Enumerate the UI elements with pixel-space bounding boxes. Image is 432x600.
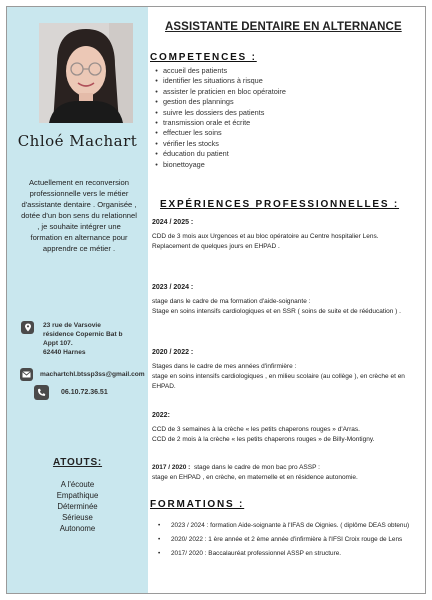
experience-year: 2020 / 2022 :: [152, 349, 194, 356]
experience-year: 2024 / 2025 :: [152, 219, 194, 226]
competence-item: • transmission orale et écrite: [152, 118, 286, 128]
atout-item: Déterminée: [57, 502, 98, 511]
email-address[interactable]: machartchl.btssp3ss@gmail.com: [40, 371, 145, 378]
competence-item: • gestion des plannings: [152, 97, 286, 107]
sidebar: [7, 7, 148, 593]
atout-item: Sérieuse: [62, 513, 93, 522]
competences-heading: COMPETENCES :: [150, 52, 257, 63]
experience-block: [152, 218, 420, 252]
formation-item: • 2017/ 2020 : Baccalauréat professionnel ASSP en structure.: [158, 549, 418, 558]
atouts-heading: ATOUTS:: [52, 457, 103, 468]
experience-line: stage en soins intensifs cardiologiques , en milieu scolaire (au collège ), en crèche et en EHPAD.: [152, 373, 405, 390]
experience-block: [152, 283, 420, 317]
formations-heading: FORMATIONS :: [150, 499, 245, 510]
experiences-heading: EXPÉRIENCES PROFESSIONNELLES :: [160, 199, 400, 210]
email-icon: [20, 368, 33, 381]
atout-item: Empathique: [56, 491, 99, 500]
formations-list: [158, 521, 418, 563]
address-line: résidence Copernic Bat b: [43, 331, 123, 338]
address-line: 23 rue de Varsovie: [43, 322, 101, 329]
experience-line: CCD de 2 mois à la crèche « les petits chaperons rouges » de Billy-Montigny.: [152, 436, 375, 443]
competence-item: • bionettoyage: [152, 160, 286, 170]
experience-line: Stage en soins intensifs cardiologiques et en SSR ( soins de suite et de rééducation ) .: [152, 308, 401, 315]
competence-item: • accueil des patients: [152, 66, 286, 76]
experience-line: stage en EHPAD , en crèche, en maternelle et en résidence autonomie.: [152, 474, 358, 481]
main-content: [148, 7, 425, 593]
experience-line: [152, 463, 420, 473]
competence-item: • effectuer les soins: [152, 128, 286, 138]
job-title: ASSISTANTE DENTAIRE EN ALTERNANCE: [165, 21, 402, 33]
experience-year: 2022:: [152, 412, 170, 419]
experience-line: Stages dans le cadre de mes années d'infirmière :: [152, 363, 297, 370]
address-line: 62440 Harnes: [43, 349, 86, 356]
competence-item: • éducation du patient: [152, 149, 286, 159]
address-row: [21, 321, 123, 357]
location-pin-icon: [21, 321, 34, 334]
competence-item: • identifier les situations à risque: [152, 76, 286, 86]
atouts-list: [7, 479, 148, 534]
experience-block: [152, 348, 420, 392]
competences-list: [152, 66, 286, 170]
experience-block: [152, 463, 420, 483]
about-text: Actuellement en reconversion professionnelle vers le métier d'assistante dentaire . Organisée , dotée d'un bon sens du relationnel , je souhaite intégrer une formation en alternance pour apprendre ce métier .: [21, 178, 137, 253]
experience-year: 2017 / 2020 :: [152, 464, 191, 471]
experience-text: stage dans le cadre de mon bac pro ASSP :: [193, 464, 320, 471]
experience-line: CDD de 3 mois aux Urgences et au bloc opératoire au Centre hospitalier Lens.: [152, 233, 379, 240]
phone-number[interactable]: 06.10.72.36.51: [61, 389, 108, 396]
address-line: Appt 107.: [43, 340, 73, 347]
experience-block: [152, 411, 420, 445]
phone-icon: [34, 385, 49, 400]
formation-item: • 2020/ 2022 : 1 ère année et 2 ème année d'infirmière à l'IFSI Croix rouge de Lens: [158, 535, 418, 544]
competence-item: • suivre les dossiers des patients: [152, 108, 286, 118]
atout-item: Autonome: [59, 524, 96, 533]
email-row: [20, 368, 145, 381]
atout-item: A l'écoute: [60, 480, 95, 489]
experience-line: Replacement de quelques jours en EHPAD .: [152, 243, 280, 250]
formation-item: • 2023 / 2024 : formation Aide-soignante à l'IFAS de Oignies. ( diplôme DEAS obtenu): [158, 521, 418, 530]
experience-year: 2023 / 2024 :: [152, 284, 194, 291]
experience-line: stage dans le cadre de ma formation d'aide-soignante :: [152, 298, 311, 305]
competence-item: • assister le praticien en bloc opératoire: [152, 87, 286, 97]
candidate-name: Chloé Machart: [17, 132, 138, 150]
profile-photo: [39, 23, 133, 123]
cv-page: [6, 6, 426, 594]
competence-item: • vérifier les stocks: [152, 139, 286, 149]
experience-line: CCD de 3 semaines à la crèche « les petits chaperons rouges » d'Arras.: [152, 426, 360, 433]
phone-row: [34, 385, 108, 400]
address: [43, 321, 123, 357]
